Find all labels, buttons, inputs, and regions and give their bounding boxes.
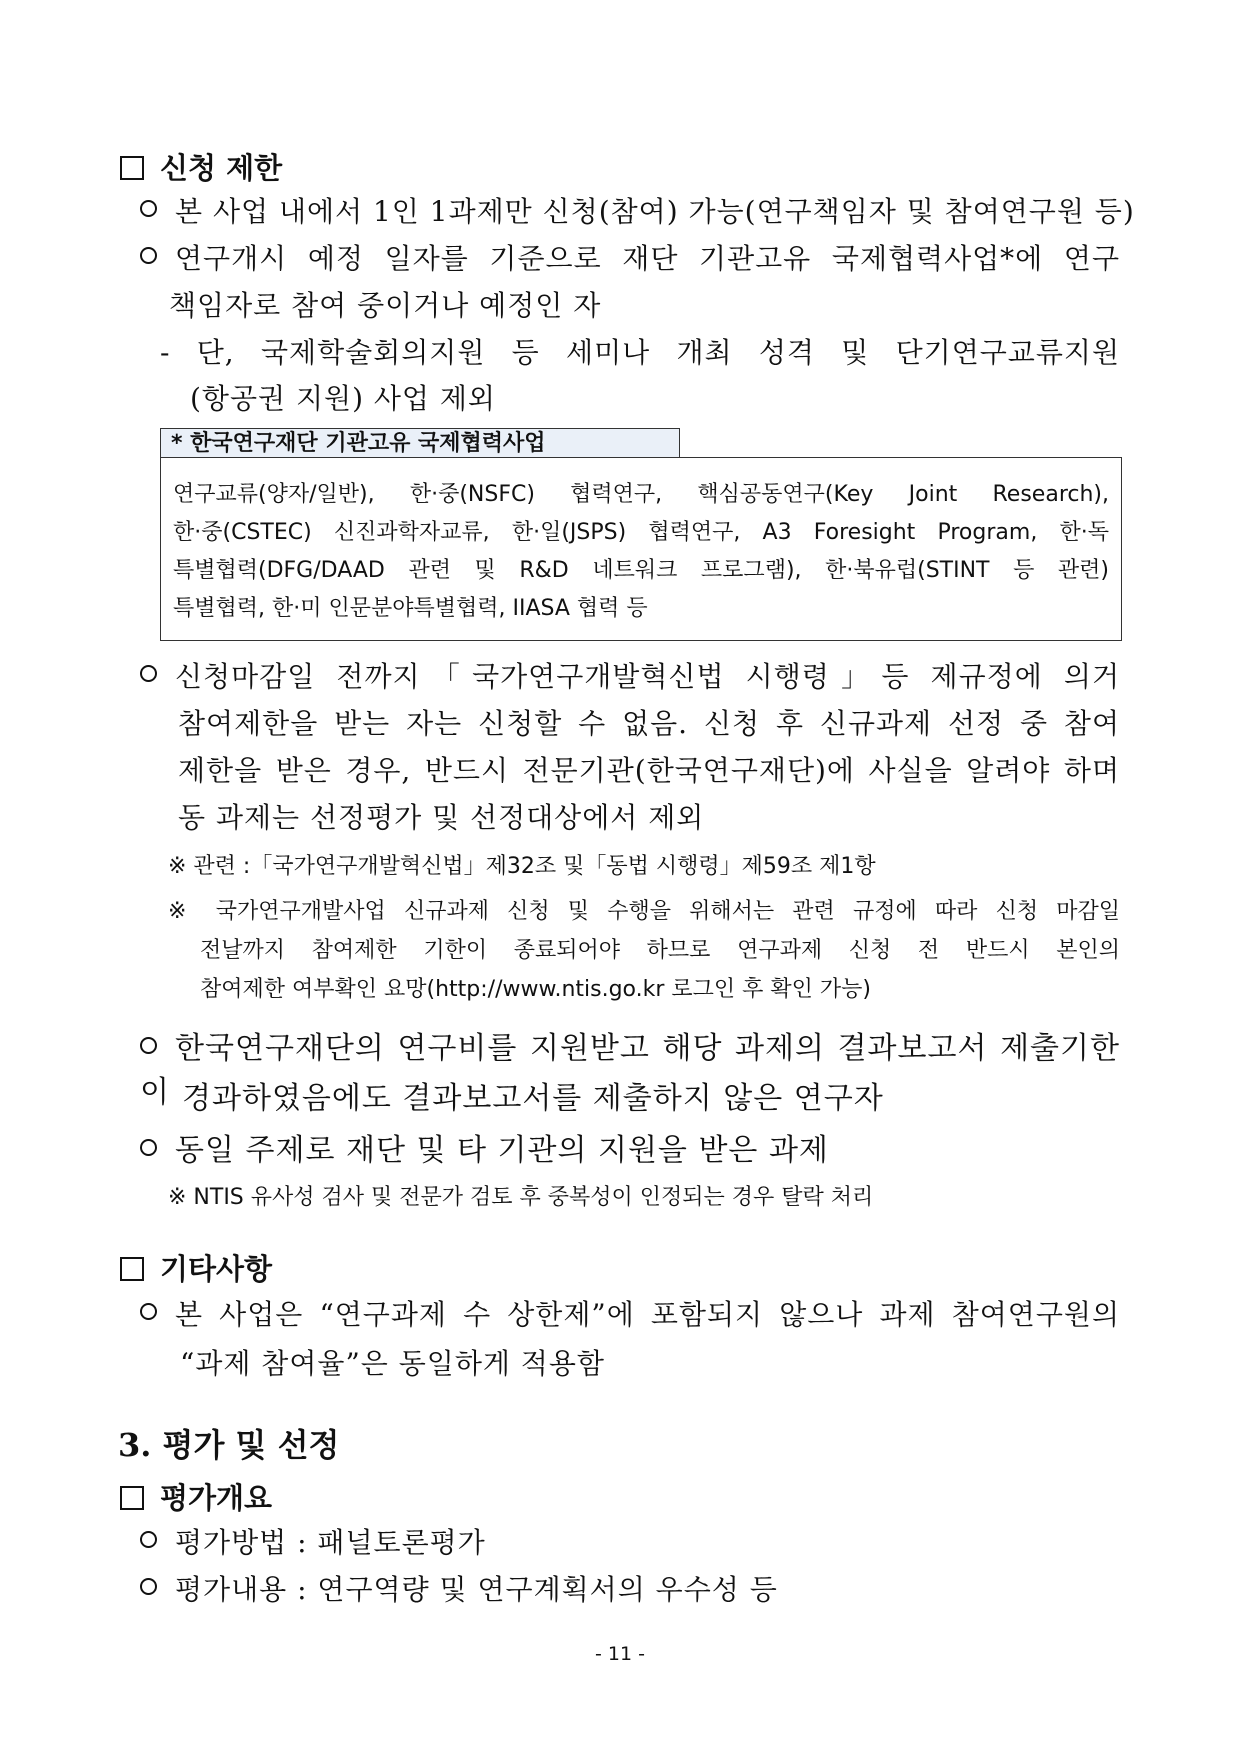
bullet-item: 평가내용 : 연구역량 및 연구계획서의 우수성 등 — [140, 1568, 778, 1608]
info-box-line: 특별협력(DFG/DAAD 관련 및 R&D 네트워크 프로그램), 한·북유럽(STINT 등 관련) — [173, 558, 1109, 583]
note-line: ※ 국가연구개발사업 신규과제 신청 및 수행을 위해서는 관련 규정에 따라 신청 마감일 — [168, 899, 1120, 924]
circle-bullet-icon — [140, 1303, 157, 1320]
circle-bullet-icon — [140, 665, 157, 682]
checkbox-square-icon — [120, 1257, 144, 1281]
bullet-item: 동일 주제로 재단 및 타 기관의 지원을 받은 과제 — [140, 1125, 829, 1169]
info-box-line: 연구교류(양자/일반), 한·중(NSFC) 협력연구, 핵심공동연구(Key Joint Research), — [173, 482, 1109, 507]
bullet-continuation: 제한을 받은 경우, 반드시 전문기관(한국연구재단)에 사실을 알려야 하며 — [178, 754, 1120, 787]
bullet-item: 신청마감일 전까지「국가연구개발혁신법 시행령」등 제규정에 의거 — [140, 655, 1120, 695]
dash-item-continuation: (항공권 지원) 사업 제외 — [190, 382, 496, 415]
dash-item: - 단, 국제학술회의지원 등 세미나 개최 성격 및 단기연구교류지원 — [160, 336, 1120, 369]
circle-bullet-icon — [140, 200, 157, 217]
circle-bullet-icon — [140, 1531, 157, 1548]
info-box-line: 한·중(CSTEC) 신진과학자교류, 한·일(JSPS) 협력연구, A3 Foresight Program, 한·독 — [173, 520, 1109, 545]
bullet-item: 평가방법 : 패널토론평가 — [140, 1521, 486, 1561]
info-box-line: 특별협력, 한·미 인문분야특별협력, IIASA 협력 등 — [173, 596, 648, 621]
note-line: 참여제한 여부확인 요망(http://www.ntis.go.kr 로그인 후 확인 가능) — [200, 977, 871, 1002]
circle-bullet-icon — [140, 1139, 157, 1156]
chapter-title: 3. 평가 및 선정 — [118, 1426, 340, 1464]
section-heading-apply-limit: 신청 제한 — [120, 146, 282, 187]
bullet-continuation: “과제 참여율”은 동일하게 적용함 — [180, 1347, 605, 1380]
section-heading-evaluation: 평가개요 — [120, 1476, 272, 1517]
circle-bullet-icon — [140, 1037, 157, 1054]
bullet-continuation: 책임자로 참여 중이거나 예정인 자 — [169, 289, 602, 322]
checkbox-square-icon — [120, 156, 144, 180]
bullet-item: 본 사업은 “연구과제 수 상한제”에 포함되지 않으나 과제 참여연구원의 — [140, 1293, 1120, 1333]
info-box — [160, 457, 1122, 641]
info-box-title: * 한국연구재단 기관고유 국제협력사업 — [160, 428, 680, 458]
bullet-continuation: 경과하였음에도 결과보고서를 제출하지 않은 연구자 — [182, 1081, 884, 1116]
page-number: - 11 - — [595, 1643, 645, 1665]
circle-bullet-icon — [140, 247, 157, 264]
note-line: 전날까지 참여제한 기한이 종료되어야 하므로 연구과제 신청 전 반드시 본인의 — [200, 938, 1120, 963]
checkbox-square-icon — [120, 1486, 144, 1510]
section-heading-etc: 기타사항 — [120, 1247, 272, 1288]
bullet-item: 본 사업 내에서 1인 1과제만 신청(참여) 가능(연구책임자 및 참여연구원 등) — [140, 190, 1120, 230]
bullet-item: 한국연구재단의 연구비를 지원받고 해당 과제의 결과보고서 제출기한이 — [140, 1031, 1120, 1110]
note-reference: ※ 관련 :「국가연구개발혁신법」제32조 및「동법 시행령」제59조 제1항 — [168, 854, 876, 879]
note-ntis: ※ NTIS 유사성 검사 및 전문가 검토 후 중복성이 인정되는 경우 탈락 처리 — [168, 1185, 874, 1210]
bullet-continuation: 참여제한을 받는 자는 신청할 수 없음. 신청 후 신규과제 선정 중 참여 — [178, 707, 1120, 740]
bullet-continuation: 동 과제는 선정평가 및 선정대상에서 제외 — [178, 801, 705, 834]
bullet-item: 연구개시 예정 일자를 기준으로 재단 기관고유 국제협력사업*에 연구 — [140, 237, 1120, 277]
circle-bullet-icon — [140, 1578, 157, 1595]
